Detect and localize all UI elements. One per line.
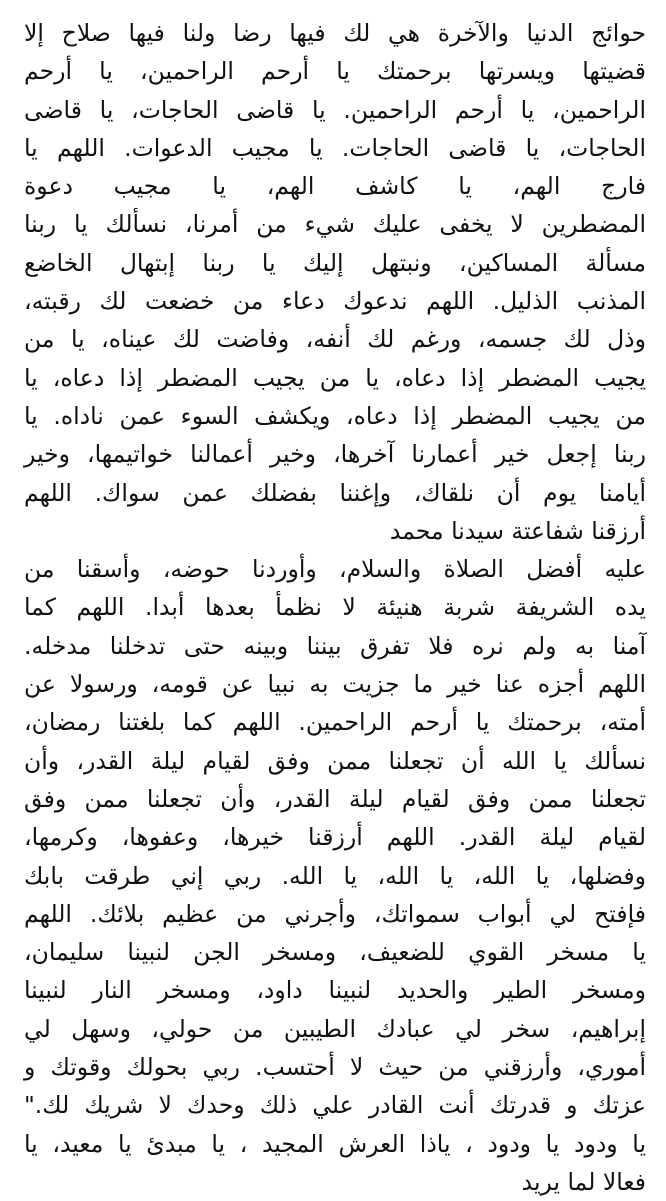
text-line: فإفتح لي أبواب سمواتك، وأجرني من عظيم بلائك. اللهم (24, 899, 646, 928)
text-line: المذنب الذليل. اللهم ندعوك دعاء من خضعت لك رقبته، (24, 287, 646, 316)
cropped-previous-line (0, 0, 666, 2)
text-line: فعالا لما يريد (521, 1167, 646, 1196)
text-line: الحاجات، يا قاضى الحاجات. يا مجيب الدعوات. اللهم يا (24, 133, 646, 162)
text-line: نسألك يا الله أن تجعلنا ممن وفق لقيام ليلة القدر، وأن (24, 746, 646, 775)
text-line: أموري، وأرزقني من حيث لا أحتسب. ربي بحولك وقوتك و (24, 1053, 646, 1082)
text-line: ومسخر الطير والحديد لنبينا داود، ومسخر النار لنبينا (24, 976, 646, 1005)
text-line: فارج الهم، يا كاشف الهم، يا مجيب دعوة (24, 172, 646, 201)
text-line: حوائج الدنيا والآخرة هي لك فيها رضا ولنا فيها صلاح إلا (24, 19, 646, 47)
text-line: وذل لك جسمه، ورغم لك أنفه، وفاضت لك عيناه، يا من (24, 325, 646, 354)
text-line: عليه أفضل الصلاة والسلام، وأوردنا حوضه، وأسقنا من (24, 555, 646, 584)
text-line: أمته، برحمتك يا أرحم الراحمين. اللهم كما بلغتنا رمضان، (24, 708, 646, 737)
text-line: عزتك و قدرتك أنت القادر علي ذلك وحدك لا شريك لك." (24, 1091, 646, 1120)
text-line: أرزقنا شفاعتة سيدنا محمد (389, 516, 646, 545)
text-line: قضيتها ويسرتها برحمتك يا أرحم الراحمين، يا أرحم (24, 57, 646, 86)
text-line: اللهم أجزه عنا خير ما جزيت به نبيا عن قومه، ورسولا عن (24, 670, 646, 699)
text-line: يجيب المضطر إذا دعاه، يا من يجيب المضطر إذا دعاه، يا (24, 363, 646, 392)
text-line: وفضلها، يا الله، يا الله، يا الله. ربي إني طرقت بابك (24, 861, 646, 890)
document-body (0, 14, 666, 1201)
text-line: من يجيب المضطر إذا دعاه، ويكشف السوء عمن ناداه. يا (24, 401, 646, 430)
text-line: الراحمين، يا أرحم الراحمين. يا قاضى الحاجات، يا قاضى (24, 95, 646, 124)
text-line: إبراهيم، سخر لي عبادك الطيبين من حولي، وسهل لي (24, 1014, 646, 1043)
text-line: آمنا به ولم نره فلا تفرق بيننا وبينه حتى تدخلنا مدخله. (24, 631, 646, 660)
text-line: تجعلنا ممن وفق لقيام ليلة القدر، وأن تجعلنا ممن وفق (24, 784, 646, 813)
text-line: يا ودود يا ودود ، ياذا العرش المجيد ، يا مبدئ يا معيد، يا (24, 1129, 646, 1158)
text-line: يده الشريفة شربة هنيئة لا نظمأ بعدها أبدا. اللهم كما (24, 593, 646, 622)
text-line: لقيام ليلة القدر. اللهم أرزقنا خيرها، وعفوها، وكرمها، (24, 823, 646, 852)
text-line: أيامنا يوم أن نلقاك، وإغننا بفضلك عمن سواك. اللهم (24, 478, 646, 507)
text-line: مسألة المساكين، ونبتهل إليك يا ربنا إبتهال الخاضع (24, 248, 646, 277)
text-line: ربنا إجعل خير أعمارنا آخرها، وخير أعمالنا خواتيمها، وخير (24, 440, 646, 469)
text-line: يا مسخر القوي للضعيف، ومسخر الجن لنبينا سليمان، (24, 938, 646, 967)
text-line: المضطرين لا يخفى عليك شيء من أمرنا، نسألك يا ربنا (24, 210, 646, 239)
